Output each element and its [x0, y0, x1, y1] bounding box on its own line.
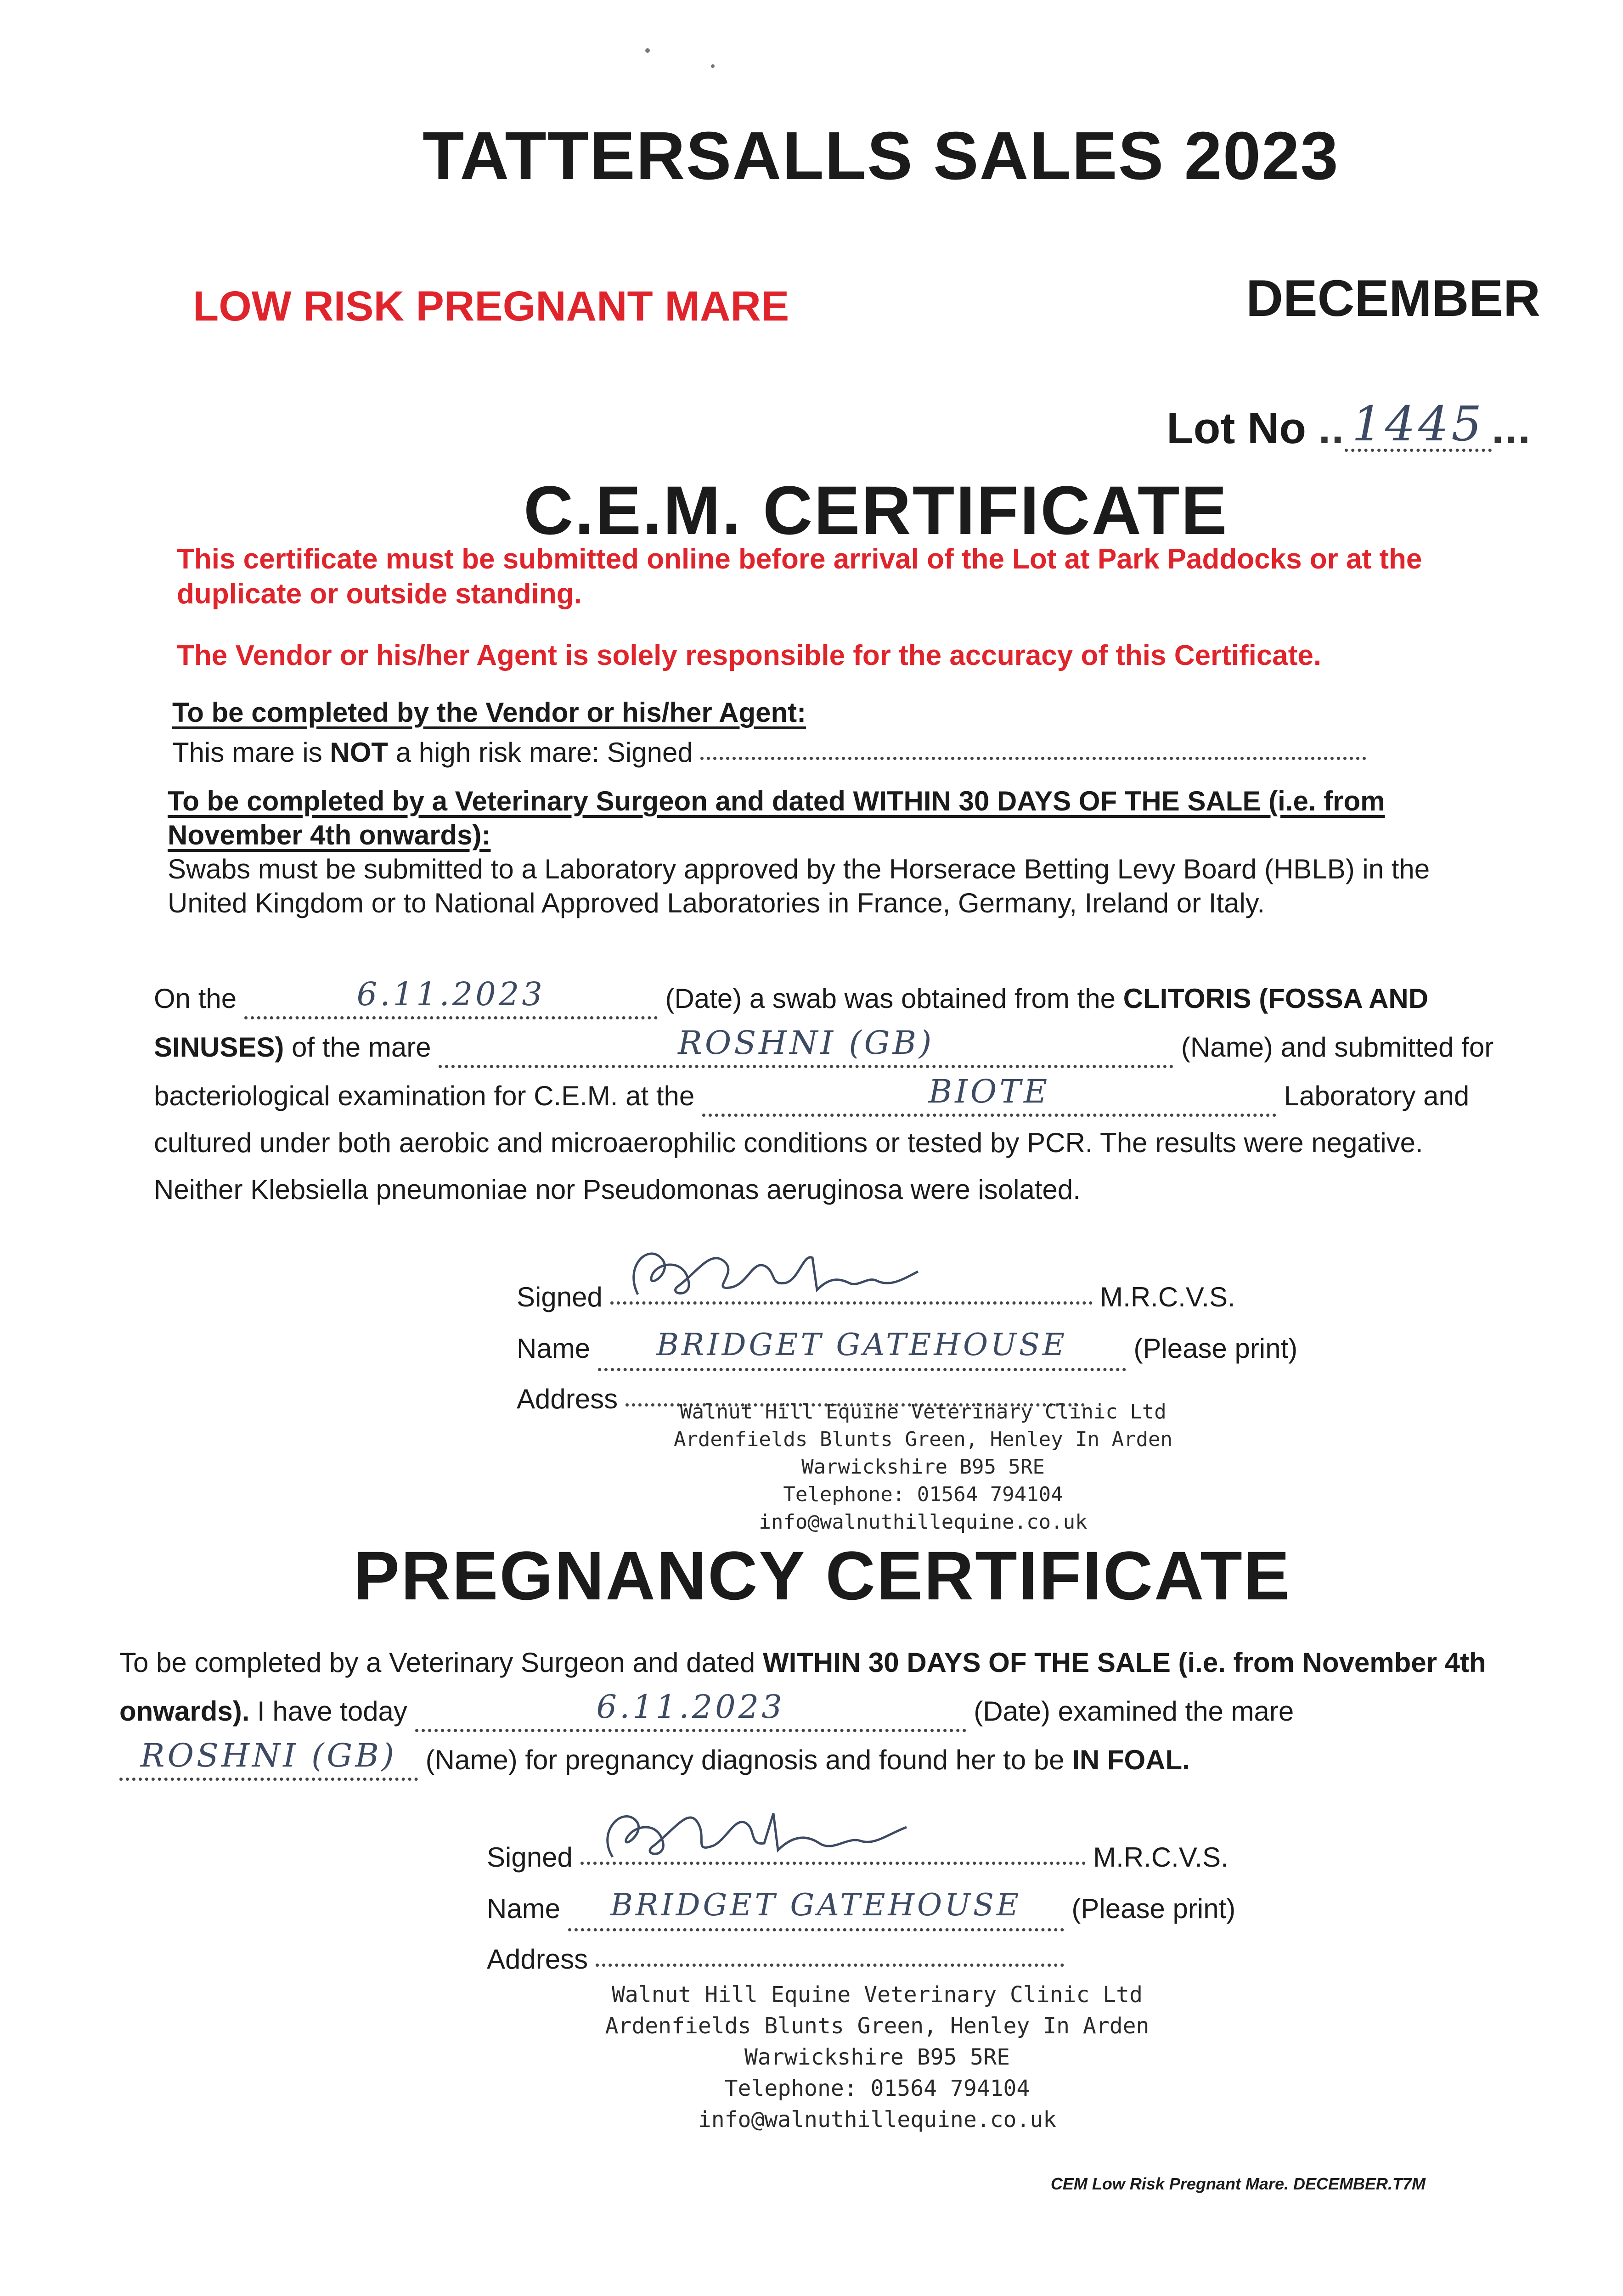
- pregnancy-signature: [580, 1835, 1086, 1867]
- address-line: Walnut Hill Equine Veterinary Clinic Ltd: [680, 1400, 1167, 1424]
- laboratory-value: BIOTE: [928, 1073, 1050, 1110]
- responsibility-warning: The Vendor or his/her Agent is solely responsible for the accuracy of this Certificate.: [177, 640, 1322, 671]
- vendor-statement: This mare is NOT a high risk mare: Signed: [172, 730, 1458, 770]
- sale-month: DECEMBER: [1246, 270, 1540, 327]
- pregnancy-address-line: [596, 1936, 1064, 1969]
- lot-number-field: Lot No .. 1445 ...: [1167, 399, 1531, 455]
- cem-signature-drawing: [620, 1239, 950, 1308]
- cem-signed-label: Signed: [517, 1282, 603, 1312]
- cem-address-label: Address: [517, 1384, 618, 1414]
- cem-signature: [610, 1274, 1093, 1306]
- swab-site: CLITORIS (FOSSA AND SINUSES): [154, 983, 1429, 1063]
- cem-name-label: Name: [517, 1333, 591, 1364]
- cem-please-print: (Please print): [1133, 1333, 1298, 1364]
- address-line: info@walnuthillequine.co.uk: [759, 1510, 1088, 1534]
- pregnancy-name-label: Name: [487, 1893, 561, 1924]
- cem-mrcvs: M.R.C.V.S.: [1100, 1282, 1235, 1312]
- pregnancy-date-value: 6.11.2023: [596, 1688, 785, 1726]
- address-line: Telephone: 01564 794104: [783, 1483, 1063, 1506]
- address-line: Warwickshire B95 5RE: [744, 2044, 1010, 2070]
- pregnancy-vet-signature-block: [487, 1832, 1359, 1985]
- scan-speck: [645, 48, 650, 53]
- swab-paragraph: On the 6.11.2023 (Date) a swab was obtained from the CLITORIS (FOSSA AND SINUSES) of the mare ROSHNI (GB) (Name) and submitted for bacteriological examination for C.E.M. at the BIOTE Laboratory and cultured under both aerobic and microaerophilic conditions or tested by PCR. The results were negative. Neither Klebsiella pneumoniae nor Pseudomonas aeruginosa were isolated.: [154, 974, 1513, 1213]
- scan-speck: [711, 64, 715, 68]
- pregnancy-signature-drawing: [590, 1800, 920, 1868]
- pregnancy-certificate-title: PREGNANCY CERTIFICATE: [354, 1537, 1291, 1614]
- address-line: Walnut Hill Equine Veterinary Clinic Ltd: [612, 1982, 1143, 2008]
- cem-mare-name-value: ROSHNI (GB): [678, 1024, 935, 1062]
- pregnancy-mrcvs: M.R.C.V.S.: [1093, 1842, 1229, 1873]
- pregnancy-signed-label: Signed: [487, 1842, 573, 1873]
- vet-intro: Swabs must be submitted to a Laboratory approved by the Horserace Betting Levy Board (HBLB) in the United Kingdom or to National Approved Laboratories in France, Germany, Ireland or Italy.: [168, 854, 1430, 918]
- cem-certificate-title: C.E.M. CERTIFICATE: [524, 472, 1229, 549]
- vendor-section: [172, 696, 1458, 770]
- vet-heading: To be completed by a Veterinary Surgeon and dated WITHIN 30 DAYS OF THE SALE (i.e. from November 4th onwards):: [168, 786, 1385, 850]
- pregnancy-address-stamp: [588, 1979, 1167, 2135]
- cem-address-stamp: [671, 1398, 1176, 1536]
- address-line: Warwickshire B95 5RE: [801, 1455, 1045, 1479]
- swab-date-value: 6.11.2023: [356, 975, 545, 1013]
- pregnancy-mare-name-value: ROSHNI (GB): [140, 1737, 397, 1774]
- pregnancy-please-print: (Please print): [1071, 1893, 1236, 1924]
- pregnancy-address-label: Address: [487, 1944, 588, 1975]
- lot-label: Lot No: [1167, 404, 1306, 453]
- main-title: TATTERSALLS SALES 2023: [423, 118, 1339, 194]
- form-reference-footer: CEM Low Risk Pregnant Mare. DECEMBER.T7M: [1050, 2174, 1426, 2193]
- address-line: Telephone: 01564 794104: [724, 2076, 1030, 2101]
- vendor-heading: To be completed by the Vendor or his/her Agent:: [172, 697, 806, 728]
- address-line: Ardenfields Blunts Green, Henley In Arden: [605, 2013, 1150, 2039]
- cem-vet-name-value: BRIDGET GATEHOUSE: [656, 1327, 1068, 1362]
- address-line: Ardenfields Blunts Green, Henley In Arden: [673, 1428, 1173, 1451]
- subtitle: LOW RISK PREGNANT MARE: [193, 283, 789, 330]
- in-foal-result: IN FOAL.: [1072, 1745, 1190, 1775]
- pregnancy-vet-name-value: BRIDGET GATEHOUSE: [610, 1887, 1022, 1923]
- pregnancy-paragraph: To be completed by a Veterinary Surgeon and dated WITHIN 30 DAYS OF THE SALE (i.e. from November 4th onwards). I have today 6.11.2023 (Date) examined the mare ROSHNI (GB) (Name) for pregnancy diagnosis and found her to be IN FOAL.: [119, 1639, 1506, 1784]
- lot-number-value: 1445: [1352, 396, 1485, 452]
- vendor-signature-line: [700, 730, 1366, 762]
- submission-warning: This certificate must be submitted online before arrival of the Lot at Park Paddocks or at the duplicate or outside standing.: [177, 543, 1422, 610]
- vet-section: [168, 784, 1513, 920]
- address-line: info@walnuthillequine.co.uk: [698, 2107, 1057, 2133]
